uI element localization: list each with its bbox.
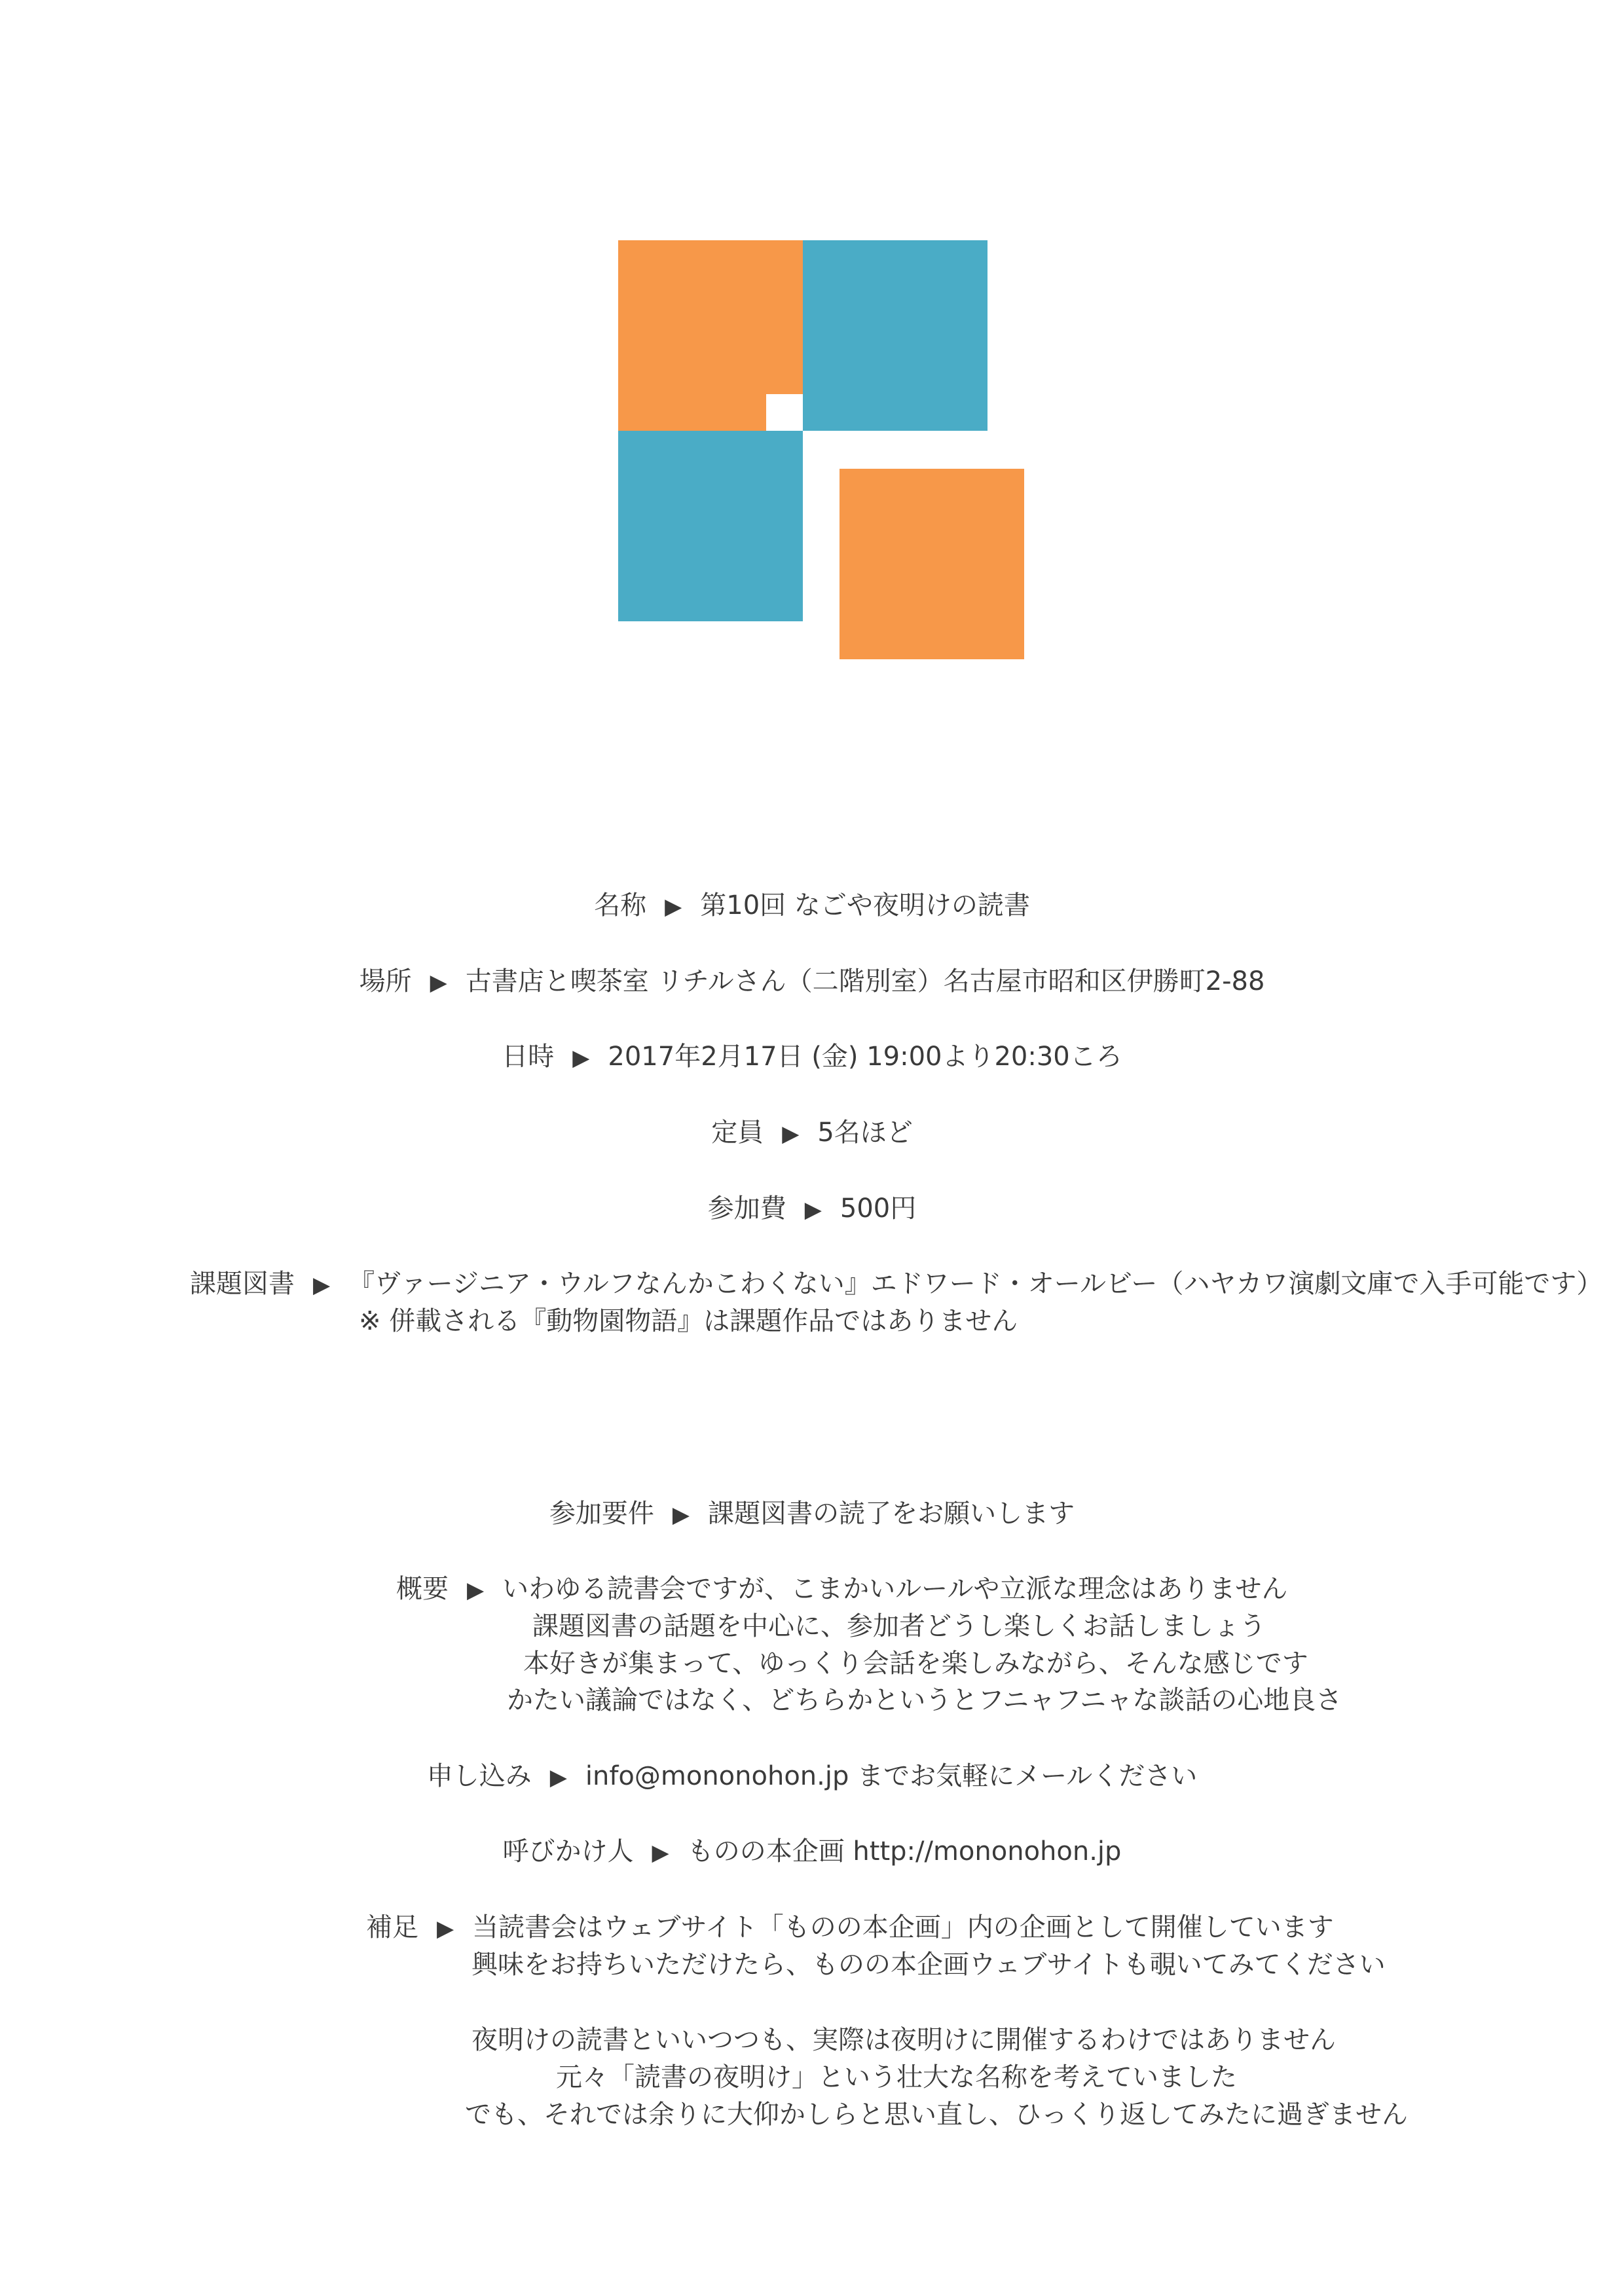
supplement-line-4: 元々「読書の夜明け」という壮大な名称を考えていました (556, 2062, 1237, 2092)
requirement-arrow-icon: ▶ (672, 1502, 690, 1528)
overview-line-3: 本好きが集まって、ゆっくり会話を楽しみながら、そんな感じです (523, 1649, 1308, 1679)
requirement-row (0, 1501, 1624, 1527)
requirement-value: 課題図書の読了をお願いします (708, 1499, 1075, 1529)
datetime-arrow-icon: ▶ (572, 1045, 590, 1071)
book-row (190, 1271, 1602, 1297)
place-row (0, 968, 1624, 994)
requirement-label: 参加要件 (549, 1499, 654, 1529)
logo-orange-bottom-right (840, 469, 1024, 659)
datetime-row (0, 1044, 1624, 1070)
book-arrow-icon: ▶ (313, 1272, 331, 1298)
capacity-row (0, 1120, 1624, 1146)
supplement-line-1: 当読書会はウェブサイト「ものの本企画」内の企画として開催しています (472, 1912, 1334, 1942)
supplement-line-2: 興味をお持ちいただけたら、ものの本企画ウェブサイトも覗いてみてください (471, 1950, 1386, 1980)
name-arrow-icon: ▶ (665, 894, 682, 920)
apply-label: 申し込み (426, 1761, 532, 1791)
supplement-row (366, 1914, 1334, 1941)
capacity-value: 5名ほど (817, 1118, 913, 1148)
logo (0, 0, 1624, 720)
logo-white-notch (766, 394, 803, 431)
overview-label: 概要 (396, 1574, 449, 1604)
logo-teal-bottom-left (618, 431, 803, 621)
overview-line-1: いわゆる読書会ですが、こまかいルールや立派な理念はありません (502, 1574, 1288, 1604)
place-value: 古書店と喫茶室 リチルさん（二階別室）名古屋市昭和区伊勝町2-88 (465, 966, 1265, 996)
capacity-label: 定員 (711, 1118, 764, 1148)
name-value: 第10回 なごや夜明けの読書 (700, 890, 1030, 920)
fee-arrow-icon: ▶ (804, 1197, 822, 1223)
book-label: 課題図書 (190, 1269, 295, 1299)
overview-arrow-icon: ▶ (467, 1577, 485, 1603)
place-label: 場所 (359, 966, 412, 996)
apply-value: info@mononohon.jp までお気軽にメールください (585, 1761, 1198, 1791)
apply-arrow-icon: ▶ (549, 1764, 567, 1791)
book-note: ※ 併載される『動物園物語』は課題作品ではありません (359, 1306, 1018, 1336)
place-arrow-icon: ▶ (430, 970, 447, 996)
fee-row (0, 1195, 1624, 1222)
organizer-arrow-icon: ▶ (652, 1840, 669, 1866)
organizer-row (0, 1838, 1624, 1865)
organizer-label: 呼びかけ人 (502, 1836, 634, 1867)
book-value: 『ヴァージニア・ウルフなんかこわくない』エドワード・オールビー（ハヤカワ演劇文庫で入手可能です） (348, 1269, 1603, 1299)
overview-line-4: かたい議論ではなく、どちらかというとフニャフニャな談話の心地良さ (507, 1685, 1342, 1715)
datetime-label: 日時 (502, 1042, 555, 1072)
organizer-value: ものの本企画 http://mononohon.jp (687, 1836, 1122, 1867)
overview-line-2: 課題図書の話題を中心に、参加者どうし楽しくお話しましょう (532, 1611, 1266, 1641)
supplement-line-5: でも、それでは余りに大仰かしらと思い直し、ひっくり返してみたに過ぎません (465, 2100, 1408, 2130)
supplement-label: 補足 (366, 1912, 418, 1942)
fee-label: 参加費 (707, 1194, 786, 1224)
datetime-value: 2017年2月17日 (金) 19:00より20:30ころ (608, 1042, 1122, 1072)
apply-row (0, 1763, 1624, 1789)
logo-teal-top-right (803, 240, 987, 431)
overview-row (396, 1576, 1287, 1602)
capacity-arrow-icon: ▶ (782, 1121, 800, 1147)
name-label: 名称 (594, 890, 647, 920)
supplement-arrow-icon: ▶ (437, 1916, 454, 1942)
name-row (0, 892, 1624, 919)
fee-value: 500円 (840, 1194, 917, 1224)
supplement-line-3: 夜明けの読書といいつつも、実際は夜明けに開催するわけではありません (471, 2025, 1336, 2055)
